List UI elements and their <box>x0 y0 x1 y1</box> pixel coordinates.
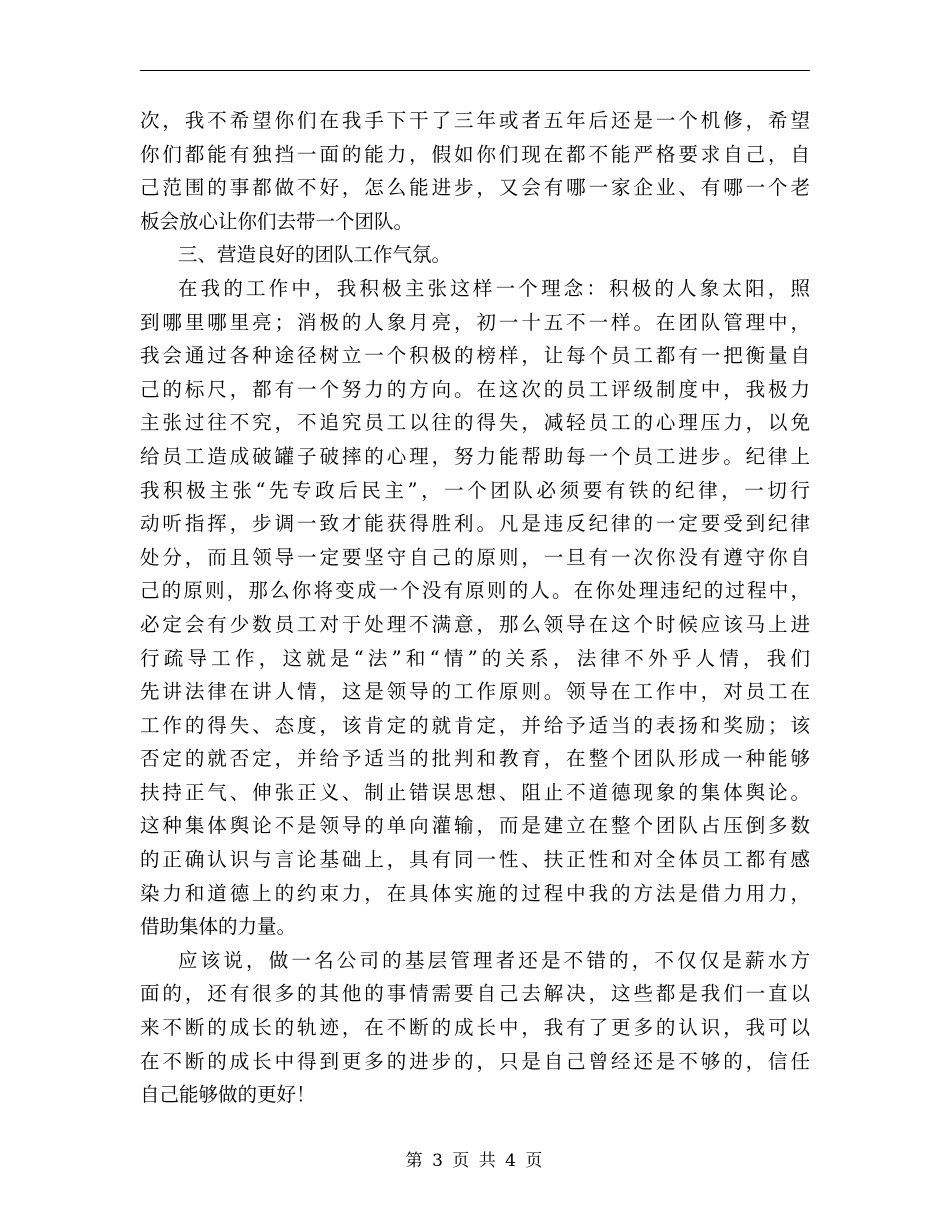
text-line: 工作的得失、态度，该肯定的就肯定，并给予适当的表扬和奖励；该 <box>140 713 810 737</box>
text-line: 扶持正气、伸张正义、制止错误思想、阻止不道德现象的集体舆论。 <box>140 780 810 804</box>
text-line: 面的，还有很多的其他的事情需要自己去解决，这些都是我们一直以 <box>140 982 810 1006</box>
text-line: 在我的工作中，我积极主张这样一个理念：积极的人象太阳，照 <box>178 276 810 300</box>
text-line: 在不断的成长中得到更多的进步的，只是自己曾经还是不够的，信任 <box>140 1049 810 1073</box>
paragraph-lines <box>140 104 810 1112</box>
text-line: 给员工造成破罐子破摔的心理，努力能帮助每一个员工进步。纪律上 <box>140 444 810 468</box>
text-line: 否定的就否定，并给予适当的批判和教育，在整个团队形成一种能够 <box>140 747 810 771</box>
text-line: 自己能够做的更好！ <box>140 1083 316 1107</box>
text-line: 主张过往不究，不追究员工以往的得失，减轻员工的心理压力，以免 <box>140 411 810 435</box>
text-line: 己范围的事都做不好，怎么能进步，又会有哪一家企业、有哪一个老 <box>140 176 810 200</box>
text-line: 染力和道德上的约束力，在具体实施的过程中我的方法是借力用力， <box>140 881 810 905</box>
text-line: 行疏导工作，这就是“法”和“情”的关系，法律不外乎人情，我们 <box>140 646 810 670</box>
text-line: 我会通过各种途径树立一个积极的榜样，让每个员工都有一把衡量自 <box>140 344 810 368</box>
document-body <box>140 104 810 1112</box>
text-line: 处分，而且领导一定要坚守自己的原则，一旦有一次你没有遵守你自 <box>140 545 810 569</box>
text-line: 板会放心让你们去带一个团队。 <box>140 209 414 233</box>
text-line: 我积极主张“先专政后民主”，一个团队必须要有铁的纪律，一切行 <box>140 478 810 502</box>
text-line: 来不断的成长的轨迹，在不断的成长中，我有了更多的认识，我可以 <box>140 1016 810 1040</box>
text-line: 你们都能有独挡一面的能力，假如你们现在都不能严格要求自己，自 <box>140 142 810 166</box>
text-line: 先讲法律在讲人情，这是领导的工作原则。领导在工作中，对员工在 <box>140 680 810 704</box>
text-line: 应该说，做一名公司的基层管理者还是不错的，不仅仅是薪水方 <box>178 948 810 972</box>
text-line: 己的原则，那么你将变成一个没有原则的人。在你处理违纪的过程中， <box>140 579 810 603</box>
text-line: 己的标尺，都有一个努力的方向。在这次的员工评级制度中，我极力 <box>140 377 810 401</box>
text-line: 的正确认识与言论基础上，具有同一性、扶正性和对全体员工都有感 <box>140 848 810 872</box>
text-line: 动听指挥，步调一致才能获得胜利。凡是违反纪律的一定要受到纪律 <box>140 512 810 536</box>
text-line: 这种集体舆论不是领导的单向灌输，而是建立在整个团队占压倒多数 <box>140 814 810 838</box>
text-line: 次，我不希望你们在我手下干了三年或者五年后还是一个机修，希望 <box>140 109 810 132</box>
text-line: 到哪里哪里亮；消极的人象月亮，初一十五不一样。在团队管理中， <box>140 310 810 334</box>
text-line: 必定会有少数员工对于处理不满意，那么领导在这个时候应该马上进 <box>140 612 810 636</box>
header-rule <box>140 70 810 71</box>
text-line: 借助集体的力量。 <box>140 915 297 939</box>
text-line: 三、营造良好的团队工作气氛。 <box>178 243 452 267</box>
page-number: 第 3 页 共 4 页 <box>405 1151 545 1171</box>
